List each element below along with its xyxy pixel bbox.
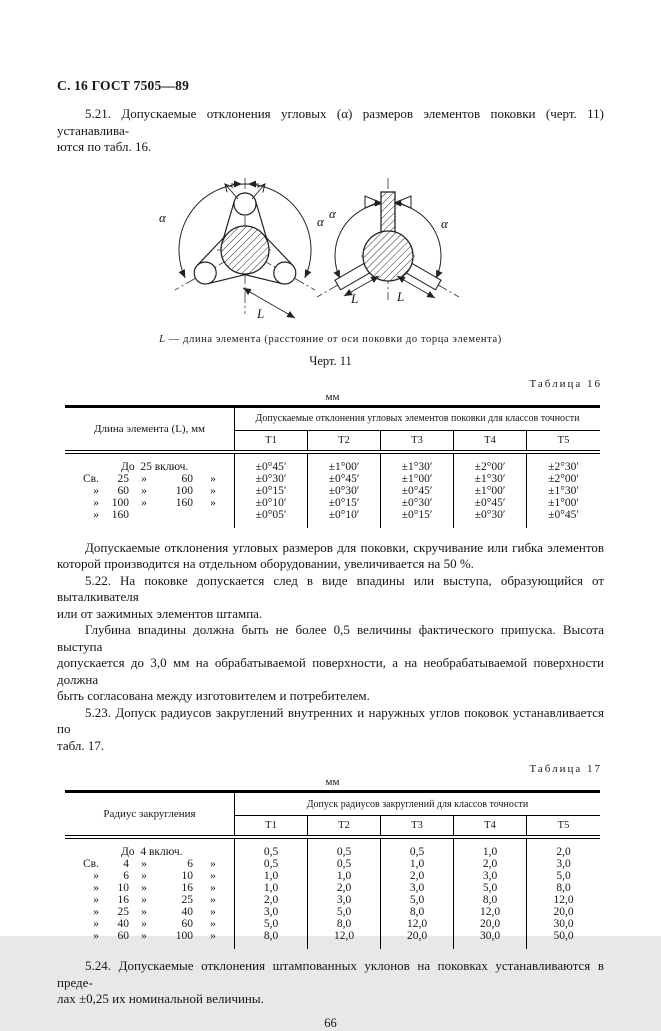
table-16-unit: мм xyxy=(325,390,340,403)
table-17-caption: Таблица 17 xyxy=(529,763,602,775)
page-header: С. 16 ГОСТ 7505—89 xyxy=(57,78,190,93)
cell: 1,0 xyxy=(381,858,454,870)
cell: 0,5 xyxy=(308,858,381,870)
table-row: » 40 » 60 » 5,0 8,0 12,0 20,0 30,0 xyxy=(65,918,600,930)
cell: ±0°45′ xyxy=(235,454,308,473)
cell: 5,0 xyxy=(381,894,454,906)
class-header-t3: Т3 xyxy=(381,816,454,835)
cell: 20,0 xyxy=(454,918,527,930)
cell: ±1°00′ xyxy=(548,496,579,509)
class-header-t2: Т2 xyxy=(308,431,381,450)
cell: ±0°15′ xyxy=(308,497,381,509)
cell: 1,0 xyxy=(235,870,308,882)
length-dimension-line xyxy=(243,288,295,318)
length-label: L xyxy=(396,288,404,304)
cell: ±2°30′ xyxy=(548,460,579,473)
cell: 12,0 xyxy=(454,906,527,918)
paragraph-line: ются по табл. 16. xyxy=(57,139,152,154)
hatched-hub-section xyxy=(221,226,269,274)
table-row: Св. 25 » 60 » ±0°30′ ±0°45′ ±1°00′ ±1°30′ ±2°00′ xyxy=(65,473,600,485)
table-row: » 160 ±0°05′ ±0°10′ ±0°15′ ±0°30′ ±0°45′ xyxy=(65,509,600,528)
cell: 0,5 xyxy=(235,858,308,870)
column-header-length: Длина элемента (L), мм xyxy=(65,408,235,450)
cell: ±0°30′ xyxy=(308,485,381,497)
table-row xyxy=(65,839,600,858)
table-row: » 10 » 16 » 1,0 2,0 3,0 5,0 8,0 xyxy=(65,882,600,894)
cell: ±1°30′ xyxy=(381,454,454,473)
cell: ±0°45′ xyxy=(548,508,579,521)
range-label: До 4 включ. xyxy=(121,846,183,858)
table-16-body xyxy=(65,454,600,528)
class-header-t4: Т4 xyxy=(454,816,527,835)
span-header: Допуск радиусов закруглений для классов точности xyxy=(235,793,600,816)
paragraph-line: которой производится на отдельном оборудовании, увеличивается на 50 %. xyxy=(57,556,474,571)
table-16-caption: Таблица 16 xyxy=(529,377,602,390)
table-17-header xyxy=(65,793,600,839)
cell: 3,0 xyxy=(308,894,381,906)
datum-mark-icon xyxy=(397,196,411,208)
figure-chert-11 xyxy=(57,172,604,369)
paragraph-line: или от зажимных элементов штампа. xyxy=(57,605,263,621)
cell: ±1°00′ xyxy=(308,454,381,473)
cell: 30,0 xyxy=(553,918,574,930)
paragraph-line: Допускаемые отклонения угловых размеров для поковки, скручивание или гибка элементов xyxy=(85,539,604,555)
class-header-t1: Т1 xyxy=(235,431,308,450)
cell: 50,0 xyxy=(553,930,574,942)
column-header-radius: Радиус закругления xyxy=(65,793,235,835)
cell: ±2°00′ xyxy=(548,472,579,485)
cell: 1,0 xyxy=(308,870,381,882)
alpha-label: α xyxy=(316,213,324,229)
cell: 8,0 xyxy=(308,918,381,930)
cell: ±1°30′ xyxy=(454,473,527,485)
class-header-t4: Т4 xyxy=(454,431,527,450)
alpha-label: α xyxy=(440,215,448,231)
cell: ±0°30′ xyxy=(381,497,454,509)
paragraph-line: 5.22. На поковке допускается след в виде впадины или выступа, образующийся от выталкивателя xyxy=(57,572,604,604)
table-17 xyxy=(65,790,600,949)
cell: 2,0 xyxy=(308,882,381,894)
length-variable: L xyxy=(159,333,166,345)
cell: 2,0 xyxy=(381,870,454,882)
cell: ±0°45′ xyxy=(454,497,527,509)
paragraph-line: табл. 17. xyxy=(57,737,105,753)
cell: ±0°30′ xyxy=(454,509,527,528)
cell: 3,0 xyxy=(381,882,454,894)
cell: ±2°00′ xyxy=(454,454,527,473)
cell: ±1°30′ xyxy=(548,484,579,497)
cell: 3,0 xyxy=(454,870,527,882)
span-header: Допускаемые отклонения угловых элементов поковки для классов точности xyxy=(235,408,600,431)
alpha-label: α xyxy=(328,205,336,221)
table-17-body xyxy=(65,839,600,949)
length-label: L xyxy=(350,290,358,306)
table-row: » 25 » 40 » 3,0 5,0 8,0 12,0 20,0 xyxy=(65,906,600,918)
cell: ±0°10′ xyxy=(308,509,381,528)
table-row: » 100 » 160 » ±0°10′ ±0°15′ ±0°30′ ±0°45′ ±1°00′ xyxy=(65,497,600,509)
cell: 5,0 xyxy=(308,906,381,918)
right-forging-view xyxy=(317,178,459,306)
range-label: До 25 включ. xyxy=(121,460,189,473)
cell: 12,0 xyxy=(381,918,454,930)
length-label: L xyxy=(256,305,264,321)
cell: 1,0 xyxy=(235,882,308,894)
datum-mark-icon xyxy=(365,196,379,208)
hatched-hub-section xyxy=(363,231,413,281)
cell: 8,0 xyxy=(235,930,308,949)
paragraph-line: 5.23. Допуск радиусов закруглений внутренних и наружных углов поковок устанавливается по xyxy=(57,704,604,736)
cell: ±0°05′ xyxy=(235,509,308,528)
cell: 0,5 xyxy=(381,839,454,858)
class-header-t5: Т5 xyxy=(557,820,570,831)
table-16-header xyxy=(65,408,600,454)
left-forging-view xyxy=(159,178,325,321)
table-row xyxy=(65,454,600,473)
class-header-t3: Т3 xyxy=(381,431,454,450)
table-row: » 60 » 100 » ±0°15′ ±0°30′ ±0°45′ ±1°00′ ±1°30′ xyxy=(65,485,600,497)
cell: 3,0 xyxy=(235,906,308,918)
paragraph-5-24 xyxy=(57,958,604,1008)
cell: 20,0 xyxy=(553,906,574,918)
figure-caption xyxy=(57,334,604,345)
cell: 0,5 xyxy=(308,839,381,858)
cell: ±0°30′ xyxy=(235,473,308,485)
table-16 xyxy=(65,405,600,528)
page-number: 66 xyxy=(324,1015,337,1030)
alpha-label: α xyxy=(158,209,166,225)
cell: 12,0 xyxy=(553,894,574,906)
cell: 5,0 xyxy=(454,882,527,894)
cell: ±0°15′ xyxy=(235,485,308,497)
cell: 5,0 xyxy=(556,870,571,882)
figure-caption-text: — длина элемента (расстояние от оси поковки до торца элемента) xyxy=(168,333,502,345)
cell: 12,0 xyxy=(308,930,381,949)
class-header-t5: Т5 xyxy=(557,434,570,446)
cell: 2,0 xyxy=(454,858,527,870)
figure-number: Черт. 11 xyxy=(309,353,352,368)
table-row: » 16 » 25 » 2,0 3,0 5,0 8,0 12,0 xyxy=(65,894,600,906)
forging-diagram xyxy=(145,172,517,330)
cell: ±1°00′ xyxy=(454,485,527,497)
paragraph-line: быть согласована между изготовителем и потребителем. xyxy=(57,688,370,703)
cell: ±0°45′ xyxy=(308,473,381,485)
body-paragraphs xyxy=(57,540,604,755)
class-header-t2: Т2 xyxy=(308,816,381,835)
cell: 2,0 xyxy=(235,894,308,906)
cell: 30,0 xyxy=(454,930,527,949)
cell: 8,0 xyxy=(556,882,571,894)
paragraph-line: 5.21. Допускаемые отклонения угловых (α) размеров элементов поковки (черт. 11) устанавлива- xyxy=(57,106,604,138)
cell: 8,0 xyxy=(381,906,454,918)
cell: 0,5 xyxy=(235,839,308,858)
paragraph-5-21 xyxy=(57,106,604,156)
cell: 20,0 xyxy=(381,930,454,949)
cell: ±1°00′ xyxy=(381,473,454,485)
table-row: » 60 » 100 » 8,0 12,0 20,0 30,0 50,0 xyxy=(65,930,600,949)
cell: 8,0 xyxy=(454,894,527,906)
paragraph-line: лах ±0,25 их номинальной величины. xyxy=(57,991,264,1006)
class-header-t1: Т1 xyxy=(235,816,308,835)
table-row: Св. 4 » 6 » 0,5 0,5 1,0 2,0 3,0 xyxy=(65,858,600,870)
table-17-unit: мм xyxy=(325,776,340,788)
cell: 3,0 xyxy=(556,858,571,870)
cell: 2,0 xyxy=(556,846,571,858)
cell: 5,0 xyxy=(235,918,308,930)
cell: ±0°10′ xyxy=(235,497,308,509)
cell: ±0°45′ xyxy=(381,485,454,497)
paragraph-line: Глубина впадины должна быть не более 0,5 величины фактического припуска. Высота выступа xyxy=(57,622,604,654)
table-row: » 6 » 10 » 1,0 1,0 2,0 3,0 5,0 xyxy=(65,870,600,882)
cell: 1,0 xyxy=(454,839,527,858)
cell: ±0°15′ xyxy=(381,509,454,528)
paragraph-line: допускается до 3,0 мм на обрабатываемой поверхности, а на необрабатываемой поверхности должна xyxy=(57,655,604,687)
paragraph-line: 5.24. Допускаемые отклонения штампованных уклонов на поковках устанавливаются в преде- xyxy=(57,958,604,990)
